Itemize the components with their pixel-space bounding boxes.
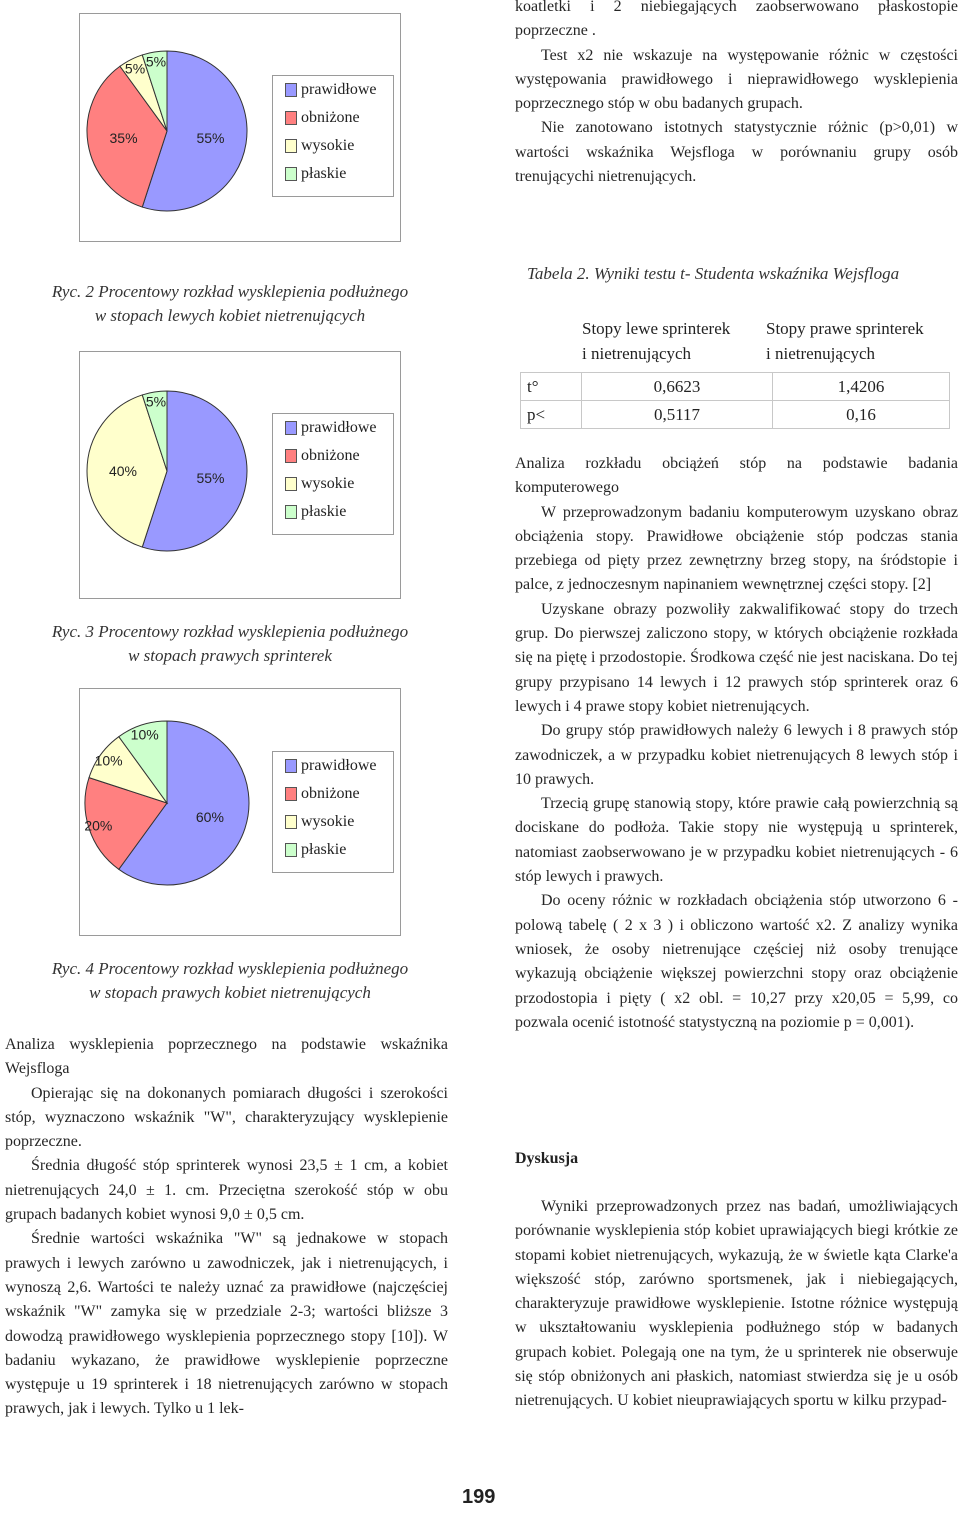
legend-label: płaskie [301, 503, 347, 520]
legend-label: płaskie [301, 165, 347, 182]
legend-label: obniżone [301, 785, 360, 802]
row-label: t° [521, 373, 582, 401]
legend-item-plaskie [273, 498, 393, 526]
header-line: i nietrenujących [766, 344, 876, 363]
legend-swatch [285, 477, 297, 491]
pie-data-label: 55% [196, 469, 225, 486]
section-title-wejsflog: Analiza wysklepienia poprzecznego na podstawie wskaźnika Wejsfloga [5, 1036, 448, 1078]
legend-item-obnizone [273, 780, 393, 808]
legend-item-wysokie [273, 808, 393, 836]
paragraph: Trzecią grupę stanowią stopy, które prawie całą powierzchnią są dociskane do podłoża. Takie stopy nie występują u sprinterek, natomiast zaobserwowano je w przypadku kobiet nietrenujących - 6 stóp lewych i prawych. [515, 795, 958, 886]
legend-swatch [285, 449, 297, 463]
row-label: p< [521, 401, 582, 429]
caption-line: Ryc. 4 Procentowy rozkład wysklepienia podłużnego [51, 959, 409, 978]
legend-label: obniżone [301, 109, 360, 126]
table-header-col1 [582, 316, 762, 366]
legend-label: wysokie [301, 475, 355, 492]
figure-caption-ryc3 [20, 620, 440, 668]
legend-swatch [285, 505, 297, 519]
pie-data-label: 40% [108, 463, 138, 479]
legend-swatch [285, 139, 297, 153]
legend-item-plaskie [273, 160, 393, 188]
legend-item-obnizone [273, 442, 393, 470]
caption-line: w stopach lewych kobiet nietrenujących [94, 306, 366, 325]
header-line: i nietrenujących [582, 344, 692, 363]
caption-line: Ryc. 2 Procentowy rozkład wysklepienia podłużnego [51, 282, 409, 301]
figure-caption-ryc2 [20, 280, 440, 328]
section-title-obciazenia: Analiza rozkładu obciążeń stóp na podstawie badania komputerowego [515, 455, 958, 497]
legend-label: wysokie [301, 137, 355, 154]
table-row [521, 373, 950, 401]
legend-swatch [285, 111, 297, 125]
pie-chart-1-legend [272, 75, 394, 197]
section-heading-dyskusja: Dyskusja [515, 1150, 579, 1167]
pie-data-label: 20% [84, 817, 113, 834]
pie-data-label: 55% [196, 129, 225, 146]
legend-item-prawidlowe [273, 752, 393, 780]
caption-line: w stopach prawych kobiet nietrenujących [89, 983, 371, 1002]
paragraph: Do grupy stóp prawidłowych należy 6 lewych i 8 prawych stóp zawodniczek, a w przypadku kobiet nietrenujących 8 lewych stóp i 10 prawych. [515, 722, 958, 788]
table-caption: Tabela 2. Wyniki testu t- Studenta wskaźnika Wejsfloga [527, 264, 900, 283]
right-column-top-text [515, 0, 958, 189]
header-line: Stopy lewe sprinterek [582, 319, 731, 338]
legend-item-wysokie [273, 470, 393, 498]
legend-label: prawidłowe [301, 419, 377, 436]
paragraph: W przeprowadzonym badaniu komputerowym uzyskano obraz obciążenia stopy. Prawidłowe obciążenie stóp podczas stania przebiega od pięty przez zewnętrzny brzeg stopy, na śródstopie i palce, z jednoczesnym napinaniem wewnętrznej części stopy. [2] [515, 503, 958, 594]
right-column-text [515, 452, 958, 1035]
figure-caption-ryc4 [20, 957, 440, 1005]
pie-data-label: 60% [195, 808, 224, 825]
legend-swatch [285, 843, 297, 857]
paragraph: Test x2 nie wskazuje na występowanie różnic w częstości występowania prawidłowego i nieprawidłowego wysklepienia poprzecznego stóp w obu badanych grupach. [515, 46, 958, 113]
legend-item-plaskie [273, 836, 393, 864]
pie-data-label: 5% [124, 60, 146, 77]
legend-label: obniżone [301, 447, 360, 464]
table-header-col2 [766, 316, 950, 366]
pie-data-label: 35% [109, 129, 138, 146]
pie-data-label: 5% [145, 53, 167, 70]
cell-value: 1,4206 [773, 373, 950, 401]
table-row [521, 401, 950, 429]
left-column-text [5, 1033, 448, 1422]
paragraph: Wyniki przeprowadzonych przez nas badań, umożliwiających porównanie wysklepienia stóp kobiet uprawiających biegi krótkie ze stopami kobiet nietrenujących, wykazują, że w świetle kąta Clarke'a większość stóp, zarówno sportsmenek, jak i niebiegających, charakteryzuje prawidłowe wysklepienie. Istotne różnice występują w ukształtowaniu wysklepienia podłużnego stóp w badanych grupach kobiet. Polegają one na tym, że u sprinterek nie obserwuje się stóp obniżonych ani płaskich, natomiast stwierdza się je u osób nietrenujących. U kobiet nieuprawiających sportu w kilku przypad- [515, 1198, 958, 1410]
paragraph: Nie zanotowano istotnych statystycznie różnic (p>0,01) w wartości wskaźnika Wejsfloga w porównaniu grupy osób trenującychi nietrenujących. [515, 119, 958, 186]
pie-data-label: 10% [94, 752, 123, 769]
legend-label: prawidłowe [301, 81, 377, 98]
legend-item-wysokie [273, 132, 393, 160]
discussion-text [515, 1195, 958, 1414]
legend-label: prawidłowe [301, 757, 377, 774]
legend-swatch [285, 83, 297, 97]
cell-value: 0,6623 [582, 373, 773, 401]
caption-line: Ryc. 3 Procentowy rozkład wysklepienia podłużnego [51, 622, 409, 641]
cell-value: 0,16 [773, 401, 950, 429]
legend-item-prawidlowe [273, 414, 393, 442]
paragraph: Średnie wartości wskaźnika "W" są jednakowe w stopach prawych i lewych zarówno u zawodniczek, jak i nietrenujących, i wynoszą 2,6. Wartości te należy uznać za prawidłowe (najczęściej wskaźnik "W" zamyka się w przedziale 2-3; wartości bliższe 3 dowodzą prawidłowego wysklepienia poprzecznego stopy [10]). W badaniu wykazano, że prawidłowe wysklepienie poprzeczne występuje u 19 sprinterek i 18 nietrenujących zarówno w stopach prawych, jak i lewych. Tylko u 1 lek- [5, 1230, 448, 1418]
header-line: Stopy prawe sprinterek [766, 319, 924, 338]
paragraph: koatletki i 2 niebiegających zaobserwowano płaskostopie poprzeczne . [515, 0, 958, 40]
pie-chart-2-legend [272, 413, 394, 535]
legend-swatch [285, 759, 297, 773]
paragraph: Opierając się na dokonanych pomiarach długości i szerokości stóp, wyznaczono wskaźnik "W", charakteryzujący wysklepienie poprzeczne. [5, 1084, 448, 1151]
pie-data-label: 10% [130, 726, 159, 743]
paragraph: Do oceny różnic w rozkładach obciążenia stóp utworzono 6 - polową tabelę ( 2 x 3 ) i obliczono wartość x2. Z analizy wynika wniosek, że osoby nietrenujące częściej niż osoby trenujące wykazują obciążenie większej powierzchni stopy oraz obciążenie przodostopia i pięty ( x2 obl. = 10,27 przy x20,05 = 5,99, co pozwala ocenić istotność statystyczną na poziomie p = 0,001). [515, 892, 958, 1031]
legend-item-obnizone [273, 104, 393, 132]
pie-chart-3-legend [272, 751, 394, 873]
legend-label: płaskie [301, 841, 347, 858]
legend-label: wysokie [301, 813, 355, 830]
pie-data-label: 5% [145, 393, 167, 410]
legend-swatch [285, 167, 297, 181]
caption-line: w stopach prawych sprinterek [128, 646, 332, 665]
page-number: 199 [462, 1486, 496, 1508]
legend-item-prawidlowe [273, 76, 393, 104]
legend-swatch [285, 787, 297, 801]
results-table [520, 372, 950, 429]
table-header [520, 316, 950, 370]
legend-swatch [285, 421, 297, 435]
cell-value: 0,5117 [582, 401, 773, 429]
paragraph: Uzyskane obrazy pozwoliły zakwalifikować stopy do trzech grup. Do pierwszej zaliczono stopy, w których obciążenie rozkłada się na piętę i przodostopie. Środkowa część nie jest naciskana. Do tej grupy przypisano 14 lewych i 12 prawych stóp sprinterek oraz 6 lewych i 4 prawe stopy kobiet nietrenujących. [515, 600, 958, 715]
legend-swatch [285, 815, 297, 829]
paragraph: Średnia długość stóp sprinterek wynosi 23,5 ± 1 cm, a kobiet nietrenujących 24,0 ± 1. cm. Przeciętna szerokość stóp w obu grupach badanych kobiet wynosi 9,0 ± 0,5 cm. [5, 1157, 448, 1224]
